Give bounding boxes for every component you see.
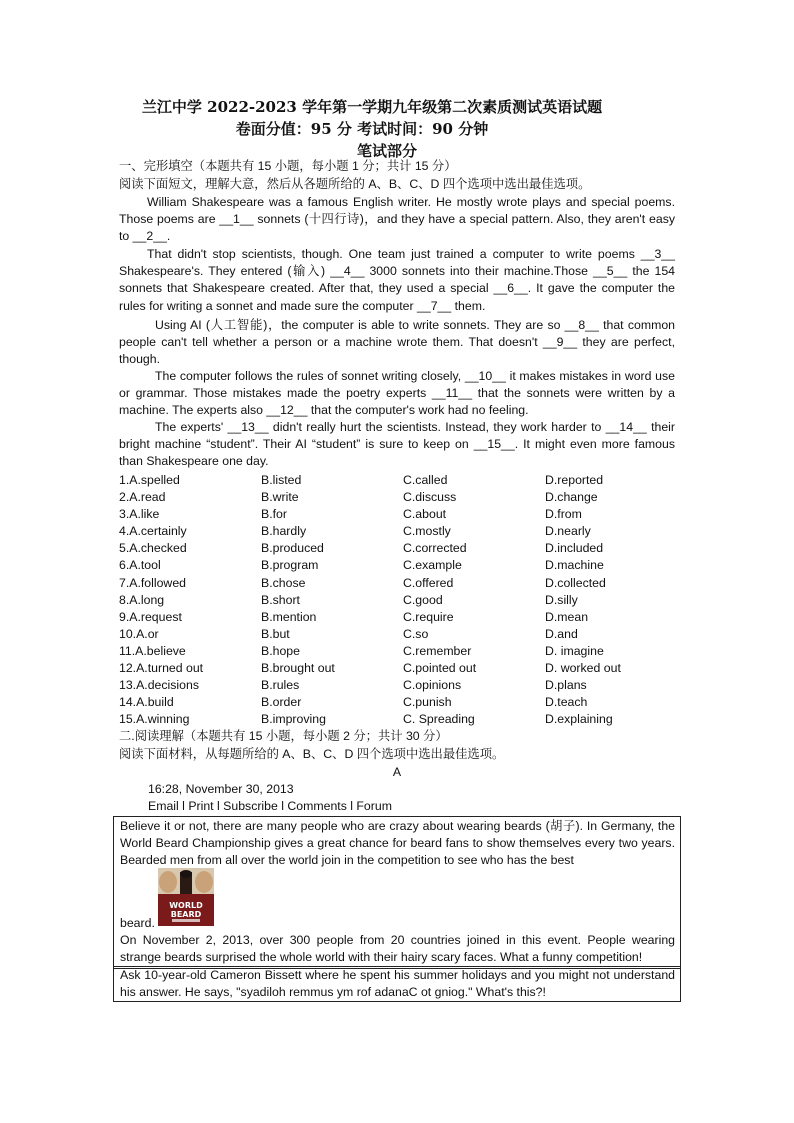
- option-d[interactable]: D.teach: [545, 695, 588, 710]
- option-row: [119, 489, 679, 506]
- option-b[interactable]: B.for: [261, 507, 287, 522]
- option-c[interactable]: C.remember: [403, 643, 472, 658]
- option-a[interactable]: 2.A.read: [119, 490, 166, 505]
- poster-text-world: WORLD: [169, 901, 203, 910]
- passage-box: [113, 816, 681, 969]
- option-d[interactable]: D.included: [545, 541, 604, 556]
- option-row: [119, 677, 679, 694]
- option-row: [119, 506, 679, 523]
- option-b[interactable]: B.listed: [261, 473, 302, 487]
- option-d[interactable]: D.reported: [545, 473, 604, 487]
- option-b[interactable]: B.mention: [261, 609, 317, 624]
- option-a[interactable]: 1.A.spelled: [119, 473, 180, 487]
- option-a[interactable]: 11.A.believe: [119, 643, 186, 658]
- option-row: [119, 472, 679, 489]
- option-c[interactable]: C.so: [403, 626, 429, 641]
- option-b[interactable]: B.rules: [261, 678, 300, 693]
- option-row: [119, 660, 679, 677]
- option-a[interactable]: 9.A.request: [119, 609, 182, 624]
- option-a[interactable]: 12.A.turned out: [119, 661, 204, 676]
- option-b[interactable]: B.produced: [261, 541, 324, 556]
- passage-label: A: [392, 765, 402, 779]
- cloze-paragraph: The computer follows the rules of sonnet writing closely, __10__ it makes mistakes in word use or grammar. Those mistakes made the poetry experts __11__ that the sonnets were written by a machine. The experts also __12__ that the computer's work had no feeling.: [119, 369, 675, 418]
- cloze-instruction: 阅读下面短文，理解大意，然后从各题所给的 A、B、C、D 四个选项中选出最佳选项。: [119, 177, 591, 191]
- option-row: [119, 557, 679, 574]
- cloze-paragraph: That didn't stop scientists, though. One team just trained a computer to write poems __3__ Shakespeare's. They entered (输入) __4__ 3000 sonnets into their machine.Those __5__ the 154 sonnets that Shakespeare created. After that, they used a special __6__. It gave the computer the rules for writing a sonnet and made sure the computer __7__ them.: [119, 247, 675, 313]
- option-a[interactable]: 3.A.like: [119, 507, 160, 522]
- reading-section-heading: 二.阅读理解（本题共有 15 小题，每小题 2 分；共计 30 分）: [119, 729, 448, 743]
- option-row: [119, 609, 679, 626]
- option-d[interactable]: D.change: [545, 490, 598, 505]
- option-a[interactable]: 7.A.followed: [119, 575, 186, 590]
- article-dateline: 16:28, November 30, 2013: [148, 782, 294, 796]
- option-c[interactable]: C. Spreading: [403, 712, 475, 727]
- score-time-line: 卷面分值：95 分 考试时间：90 分钟: [235, 120, 489, 138]
- option-c[interactable]: C.good: [403, 592, 443, 607]
- option-d[interactable]: D.and: [545, 626, 578, 641]
- option-a[interactable]: 15.A.winning: [119, 712, 190, 727]
- cloze-paragraph: The experts' __13__ didn't really hurt the scientists. Instead, they work harder to __14__ their bright machine “student”. Their AI “student” is sure to keep on __15__. It might even more famous than Shakespeare one day.: [119, 420, 675, 469]
- option-b[interactable]: B.improving: [261, 712, 326, 727]
- option-b[interactable]: B.chose: [261, 575, 306, 590]
- option-d[interactable]: D.from: [545, 507, 582, 522]
- option-b[interactable]: B.hope: [261, 643, 300, 658]
- passage-text: Believe it or not, there are many people who are crazy about wearing beards (胡子). In Germany, the World Beard Championship gives a great chance for beard fans to show themselves every two years. Bearded men from all over the world join in the competition to see who has the best: [120, 819, 675, 868]
- option-c[interactable]: C.punish: [403, 695, 452, 710]
- option-b[interactable]: B.order: [261, 695, 302, 710]
- option-a[interactable]: 10.A.or: [119, 626, 159, 641]
- option-b[interactable]: B.short: [261, 592, 300, 607]
- option-d[interactable]: D.explaining: [545, 712, 613, 727]
- option-c[interactable]: C.require: [403, 609, 454, 624]
- option-d[interactable]: D.mean: [545, 609, 589, 624]
- option-d[interactable]: D.machine: [545, 558, 604, 573]
- option-c[interactable]: C.called: [403, 473, 448, 487]
- option-d[interactable]: D.collected: [545, 575, 606, 590]
- poster-text-beard: BEARD: [170, 910, 202, 919]
- option-b[interactable]: B.hardly: [261, 524, 307, 539]
- option-b[interactable]: B.brought out: [261, 661, 335, 676]
- option-row: [119, 592, 679, 609]
- option-row: [119, 711, 679, 728]
- option-b[interactable]: B.but: [261, 626, 290, 641]
- article-links[interactable]: Email l Print l Subscribe l Comments l Forum: [148, 799, 392, 813]
- option-c[interactable]: C.opinions: [403, 678, 462, 693]
- option-d[interactable]: D.nearly: [545, 524, 591, 539]
- cloze-paragraph: Using AI (人工智能)，the computer is able to write sonnets. They are so __8__ that common people can't tell whether a person or a machine wrote them. That doesn't __9__ they are perfect, though.: [119, 318, 675, 367]
- option-c[interactable]: C.mostly: [403, 524, 451, 539]
- passage-text: Ask 10-year-old Cameron Bissett where he spent his summer holidays and you might not understand his answer. He says, "syadiloh remmus ym rof adanaC ot gniog." What's this?!: [120, 968, 675, 1000]
- option-d[interactable]: D. imagine: [545, 643, 604, 658]
- passage-box: [113, 966, 681, 1002]
- option-row: [119, 575, 679, 592]
- option-c[interactable]: C.pointed out: [403, 661, 477, 676]
- option-a[interactable]: 5.A.checked: [119, 541, 187, 556]
- option-c[interactable]: C.offered: [403, 575, 454, 590]
- written-part-heading: 笔试部分: [356, 142, 417, 160]
- option-a[interactable]: 8.A.long: [119, 592, 165, 607]
- option-d[interactable]: D.silly: [545, 592, 578, 607]
- option-row: [119, 643, 679, 660]
- option-c[interactable]: C.corrected: [403, 541, 467, 556]
- cloze-section-heading: 一、完形填空（本题共有 15 小题，每小题 1 分；共计 15 分）: [119, 159, 457, 173]
- option-a[interactable]: 6.A.tool: [119, 558, 161, 573]
- world-beard-poster-image: [158, 868, 214, 926]
- option-row: [119, 626, 679, 643]
- reading-instruction: 阅读下面材料，从每题所给的 A、B、C、D 四个选项中选出最佳选项。: [119, 747, 505, 761]
- option-a[interactable]: 14.A.build: [119, 695, 174, 710]
- exam-title: 兰江中学 2022-2023 学年第一学期九年级第二次素质测试英语试题: [141, 98, 603, 116]
- cloze-paragraph: William Shakespeare was a famous English writer. He mostly wrote plays and special poems. Those poems are __1__ sonnets (十四行诗)，and they have a special pattern. Also, they aren't easy to __2__.: [119, 195, 675, 244]
- option-b[interactable]: B.write: [261, 490, 299, 505]
- option-c[interactable]: C.example: [403, 558, 462, 573]
- option-row: [119, 694, 679, 711]
- cloze-options: [119, 472, 679, 728]
- option-a[interactable]: 13.A.decisions: [119, 678, 199, 693]
- option-d[interactable]: D. worked out: [545, 661, 621, 676]
- option-c[interactable]: C.about: [403, 507, 447, 522]
- option-b[interactable]: B.program: [261, 558, 319, 573]
- passage-text: On November 2, 2013, over 300 people from 20 countries joined in this event. People wearing strange beards surprised the whole world with their hairy scary faces. What a funny competition!: [120, 933, 675, 965]
- option-row: [119, 523, 679, 540]
- option-row: [119, 540, 679, 557]
- option-a[interactable]: 4.A.certainly: [119, 524, 187, 539]
- passage-word-beard: beard.: [120, 916, 155, 930]
- option-d[interactable]: D.plans: [545, 678, 587, 693]
- option-c[interactable]: C.discuss: [403, 490, 457, 505]
